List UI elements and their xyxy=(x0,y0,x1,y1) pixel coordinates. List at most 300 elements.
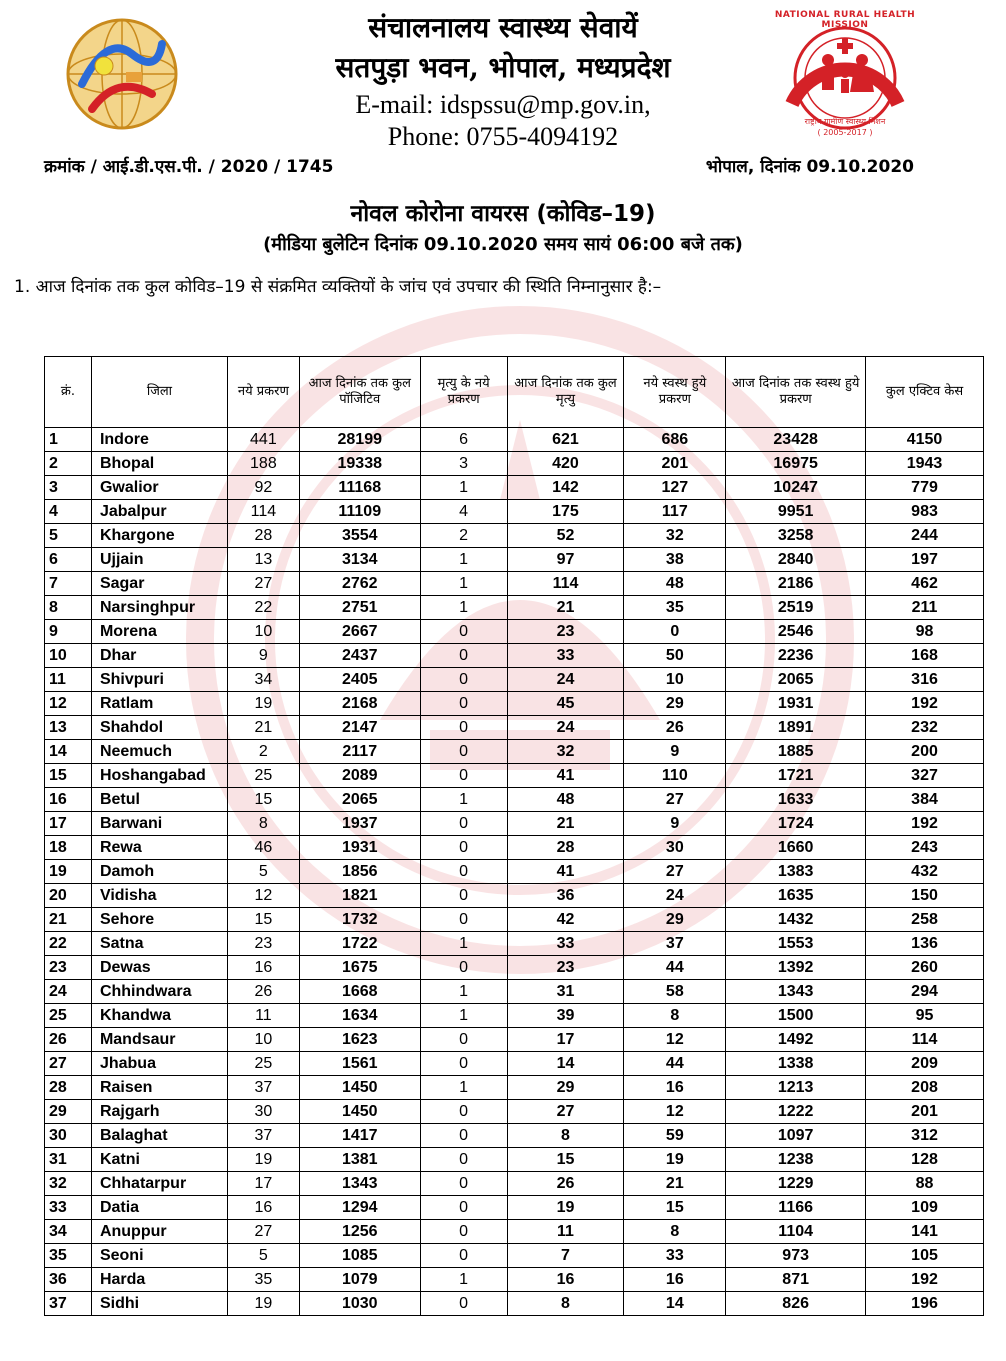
new-cases-cell: 35 xyxy=(227,1268,299,1292)
district-cell: Rajgarh xyxy=(91,1100,227,1124)
total-deaths-cell: 32 xyxy=(507,740,624,764)
new-cases-cell: 10 xyxy=(227,620,299,644)
new-recovered-cell: 15 xyxy=(624,1196,726,1220)
active-cases-cell: 136 xyxy=(866,932,984,956)
active-cases-cell: 208 xyxy=(866,1076,984,1100)
total-deaths-cell: 24 xyxy=(507,716,624,740)
serial-cell: 35 xyxy=(45,1244,92,1268)
new-cases-cell: 19 xyxy=(227,1292,299,1316)
total-positive-cell: 1732 xyxy=(299,908,420,932)
total-recovered-cell: 1104 xyxy=(726,1220,866,1244)
total-deaths-cell: 17 xyxy=(507,1028,624,1052)
table-row xyxy=(45,596,984,620)
active-cases-cell: 192 xyxy=(866,692,984,716)
new-deaths-cell: 4 xyxy=(420,500,507,524)
serial-cell: 32 xyxy=(45,1172,92,1196)
total-recovered-cell: 1213 xyxy=(726,1076,866,1100)
table-row xyxy=(45,740,984,764)
total-positive-cell: 1561 xyxy=(299,1052,420,1076)
total-positive-cell: 19338 xyxy=(299,452,420,476)
new-recovered-cell: 12 xyxy=(624,1100,726,1124)
new-cases-cell: 37 xyxy=(227,1124,299,1148)
district-cell: Satna xyxy=(91,932,227,956)
total-deaths-cell: 45 xyxy=(507,692,624,716)
total-deaths-cell: 39 xyxy=(507,1004,624,1028)
new-recovered-cell: 16 xyxy=(624,1076,726,1100)
total-positive-cell: 28199 xyxy=(299,428,420,452)
table-row xyxy=(45,1052,984,1076)
new-deaths-cell: 0 xyxy=(420,692,507,716)
directorate-title: संचालनालय स्वास्थ्य सेवायें xyxy=(368,11,638,44)
serial-cell: 12 xyxy=(45,692,92,716)
table-row xyxy=(45,1196,984,1220)
new-recovered-cell: 27 xyxy=(624,788,726,812)
total-positive-cell: 1256 xyxy=(299,1220,420,1244)
active-cases-cell: 294 xyxy=(866,980,984,1004)
table-row xyxy=(45,620,984,644)
serial-cell: 6 xyxy=(45,548,92,572)
district-cell: Shahdol xyxy=(91,716,227,740)
total-deaths-cell: 42 xyxy=(507,908,624,932)
district-cell: Jhabua xyxy=(91,1052,227,1076)
active-cases-cell: 209 xyxy=(866,1052,984,1076)
total-deaths-cell: 27 xyxy=(507,1100,624,1124)
total-recovered-cell: 1343 xyxy=(726,980,866,1004)
new-cases-cell: 114 xyxy=(227,500,299,524)
district-cell: Khargone xyxy=(91,524,227,548)
header-new-cases: नये प्रकरण xyxy=(227,357,299,428)
new-recovered-cell: 19 xyxy=(624,1148,726,1172)
new-cases-cell: 25 xyxy=(227,1052,299,1076)
total-positive-cell: 1450 xyxy=(299,1100,420,1124)
new-recovered-cell: 21 xyxy=(624,1172,726,1196)
table-row xyxy=(45,812,984,836)
new-deaths-cell: 3 xyxy=(420,452,507,476)
serial-cell: 18 xyxy=(45,836,92,860)
email-line: E-mail: idspssu@mp.gov.in, xyxy=(355,90,651,119)
new-cases-cell: 30 xyxy=(227,1100,299,1124)
total-recovered-cell: 1931 xyxy=(726,692,866,716)
header-district: जिला xyxy=(91,357,227,428)
table-row xyxy=(45,1076,984,1100)
new-recovered-cell: 59 xyxy=(624,1124,726,1148)
total-recovered-cell: 1724 xyxy=(726,812,866,836)
new-recovered-cell: 14 xyxy=(624,1292,726,1316)
new-cases-cell: 188 xyxy=(227,452,299,476)
district-cell: Ratlam xyxy=(91,692,227,716)
serial-cell: 1 xyxy=(45,428,92,452)
serial-cell: 26 xyxy=(45,1028,92,1052)
district-cell: Rewa xyxy=(91,836,227,860)
new-deaths-cell: 0 xyxy=(420,1292,507,1316)
new-cases-cell: 10 xyxy=(227,1028,299,1052)
total-deaths-cell: 21 xyxy=(507,596,624,620)
new-deaths-cell: 0 xyxy=(420,1028,507,1052)
serial-cell: 4 xyxy=(45,500,92,524)
new-deaths-cell: 1 xyxy=(420,548,507,572)
active-cases-cell: 201 xyxy=(866,1100,984,1124)
new-recovered-cell: 201 xyxy=(624,452,726,476)
new-cases-cell: 5 xyxy=(227,1244,299,1268)
active-cases-cell: 109 xyxy=(866,1196,984,1220)
district-cell: Chhindwara xyxy=(91,980,227,1004)
active-cases-cell: 327 xyxy=(866,764,984,788)
total-deaths-cell: 11 xyxy=(507,1220,624,1244)
serial-cell: 33 xyxy=(45,1196,92,1220)
new-cases-cell: 25 xyxy=(227,764,299,788)
new-recovered-cell: 12 xyxy=(624,1028,726,1052)
total-deaths-cell: 26 xyxy=(507,1172,624,1196)
total-deaths-cell: 21 xyxy=(507,812,624,836)
table-row xyxy=(45,1268,984,1292)
total-positive-cell: 1675 xyxy=(299,956,420,980)
total-positive-cell: 2437 xyxy=(299,644,420,668)
total-positive-cell: 1085 xyxy=(299,1244,420,1268)
district-cell: Balaghat xyxy=(91,1124,227,1148)
total-positive-cell: 1030 xyxy=(299,1292,420,1316)
total-recovered-cell: 1229 xyxy=(726,1172,866,1196)
table-row xyxy=(45,1172,984,1196)
total-recovered-cell: 1553 xyxy=(726,932,866,956)
active-cases-cell: 232 xyxy=(866,716,984,740)
new-deaths-cell: 0 xyxy=(420,1172,507,1196)
active-cases-cell: 192 xyxy=(866,1268,984,1292)
table-row xyxy=(45,1244,984,1268)
total-positive-cell: 2089 xyxy=(299,764,420,788)
new-cases-cell: 5 xyxy=(227,860,299,884)
total-positive-cell: 1623 xyxy=(299,1028,420,1052)
total-positive-cell: 1931 xyxy=(299,836,420,860)
total-deaths-cell: 14 xyxy=(507,1052,624,1076)
new-recovered-cell: 32 xyxy=(624,524,726,548)
total-recovered-cell: 1097 xyxy=(726,1124,866,1148)
active-cases-cell: 312 xyxy=(866,1124,984,1148)
total-deaths-cell: 420 xyxy=(507,452,624,476)
total-positive-cell: 2065 xyxy=(299,788,420,812)
new-recovered-cell: 8 xyxy=(624,1220,726,1244)
total-deaths-cell: 24 xyxy=(507,668,624,692)
active-cases-cell: 244 xyxy=(866,524,984,548)
serial-cell: 11 xyxy=(45,668,92,692)
new-deaths-cell: 0 xyxy=(420,884,507,908)
table-row xyxy=(45,1220,984,1244)
total-positive-cell: 1294 xyxy=(299,1196,420,1220)
total-deaths-cell: 16 xyxy=(507,1268,624,1292)
new-deaths-cell: 0 xyxy=(420,812,507,836)
total-recovered-cell: 9951 xyxy=(726,500,866,524)
new-deaths-cell: 0 xyxy=(420,860,507,884)
new-recovered-cell: 35 xyxy=(624,596,726,620)
new-cases-cell: 28 xyxy=(227,524,299,548)
new-recovered-cell: 16 xyxy=(624,1268,726,1292)
new-cases-cell: 2 xyxy=(227,740,299,764)
total-positive-cell: 1937 xyxy=(299,812,420,836)
new-recovered-cell: 24 xyxy=(624,884,726,908)
total-positive-cell: 2751 xyxy=(299,596,420,620)
total-deaths-cell: 19 xyxy=(507,1196,624,1220)
new-deaths-cell: 0 xyxy=(420,1100,507,1124)
total-positive-cell: 2117 xyxy=(299,740,420,764)
total-positive-cell: 2667 xyxy=(299,620,420,644)
active-cases-cell: 105 xyxy=(866,1244,984,1268)
serial-cell: 34 xyxy=(45,1220,92,1244)
total-deaths-cell: 142 xyxy=(507,476,624,500)
new-deaths-cell: 0 xyxy=(420,668,507,692)
serial-cell: 2 xyxy=(45,452,92,476)
new-deaths-cell: 0 xyxy=(420,836,507,860)
district-cell: Sidhi xyxy=(91,1292,227,1316)
district-cell: Datia xyxy=(91,1196,227,1220)
nrhm-english-text: NATIONAL RURAL HEALTH MISSION xyxy=(774,10,916,30)
new-recovered-cell: 10 xyxy=(624,668,726,692)
total-deaths-cell: 52 xyxy=(507,524,624,548)
district-cell: Harda xyxy=(91,1268,227,1292)
total-deaths-cell: 36 xyxy=(507,884,624,908)
new-cases-cell: 27 xyxy=(227,572,299,596)
active-cases-cell: 168 xyxy=(866,644,984,668)
total-positive-cell: 1450 xyxy=(299,1076,420,1100)
district-cell: Khandwa xyxy=(91,1004,227,1028)
new-deaths-cell: 0 xyxy=(420,1124,507,1148)
total-deaths-cell: 41 xyxy=(507,860,624,884)
total-recovered-cell: 1891 xyxy=(726,716,866,740)
new-deaths-cell: 1 xyxy=(420,788,507,812)
district-cell: Vidisha xyxy=(91,884,227,908)
serial-cell: 5 xyxy=(45,524,92,548)
new-deaths-cell: 0 xyxy=(420,620,507,644)
total-positive-cell: 3554 xyxy=(299,524,420,548)
total-deaths-cell: 114 xyxy=(507,572,624,596)
table-row xyxy=(45,860,984,884)
active-cases-cell: 196 xyxy=(866,1292,984,1316)
table-row xyxy=(45,956,984,980)
new-recovered-cell: 44 xyxy=(624,1052,726,1076)
active-cases-cell: 192 xyxy=(866,812,984,836)
serial-cell: 24 xyxy=(45,980,92,1004)
total-positive-cell: 11168 xyxy=(299,476,420,500)
total-deaths-cell: 33 xyxy=(507,932,624,956)
total-positive-cell: 1417 xyxy=(299,1124,420,1148)
total-positive-cell: 2405 xyxy=(299,668,420,692)
total-recovered-cell: 1885 xyxy=(726,740,866,764)
active-cases-cell: 197 xyxy=(866,548,984,572)
table-row xyxy=(45,452,984,476)
district-covid-table xyxy=(44,356,984,1316)
serial-cell: 28 xyxy=(45,1076,92,1100)
serial-cell: 15 xyxy=(45,764,92,788)
district-cell: Betul xyxy=(91,788,227,812)
district-cell: Ujjain xyxy=(91,548,227,572)
table-row xyxy=(45,1148,984,1172)
table-row xyxy=(45,572,984,596)
new-recovered-cell: 110 xyxy=(624,764,726,788)
new-recovered-cell: 0 xyxy=(624,620,726,644)
serial-cell: 23 xyxy=(45,956,92,980)
new-cases-cell: 9 xyxy=(227,644,299,668)
table-row xyxy=(45,1124,984,1148)
total-recovered-cell: 1166 xyxy=(726,1196,866,1220)
total-positive-cell: 2147 xyxy=(299,716,420,740)
district-cell: Barwani xyxy=(91,812,227,836)
total-deaths-cell: 621 xyxy=(507,428,624,452)
new-cases-cell: 19 xyxy=(227,692,299,716)
total-recovered-cell: 2519 xyxy=(726,596,866,620)
total-recovered-cell: 1238 xyxy=(726,1148,866,1172)
total-positive-cell: 1079 xyxy=(299,1268,420,1292)
total-positive-cell: 1381 xyxy=(299,1148,420,1172)
table-row xyxy=(45,932,984,956)
new-deaths-cell: 0 xyxy=(420,1220,507,1244)
new-deaths-cell: 0 xyxy=(420,740,507,764)
new-recovered-cell: 38 xyxy=(624,548,726,572)
directorate-address: सतपुड़ा भवन, भोपाल, मध्यप्रदेश xyxy=(335,51,671,84)
district-cell: Dewas xyxy=(91,956,227,980)
district-cell: Bhopal xyxy=(91,452,227,476)
total-positive-cell: 1668 xyxy=(299,980,420,1004)
active-cases-cell: 211 xyxy=(866,596,984,620)
table-row xyxy=(45,644,984,668)
table-row xyxy=(45,500,984,524)
bulletin-intro: 1. आज दिनांक तक कुल कोविड–19 से संक्रमित व्यक्तियों के जांच एवं उपचार की स्थिति निम्नानुसार है:– xyxy=(14,277,662,297)
new-cases-cell: 15 xyxy=(227,908,299,932)
total-positive-cell: 1821 xyxy=(299,884,420,908)
serial-cell: 25 xyxy=(45,1004,92,1028)
table-row xyxy=(45,1292,984,1316)
new-cases-cell: 26 xyxy=(227,980,299,1004)
serial-cell: 37 xyxy=(45,1292,92,1316)
new-recovered-cell: 29 xyxy=(624,908,726,932)
district-cell: Katni xyxy=(91,1148,227,1172)
serial-cell: 36 xyxy=(45,1268,92,1292)
serial-cell: 10 xyxy=(45,644,92,668)
total-recovered-cell: 973 xyxy=(726,1244,866,1268)
active-cases-cell: 88 xyxy=(866,1172,984,1196)
table-row xyxy=(45,692,984,716)
total-deaths-cell: 48 xyxy=(507,788,624,812)
new-cases-cell: 8 xyxy=(227,812,299,836)
new-deaths-cell: 0 xyxy=(420,1196,507,1220)
serial-cell: 13 xyxy=(45,716,92,740)
new-recovered-cell: 33 xyxy=(624,1244,726,1268)
district-cell: Sagar xyxy=(91,572,227,596)
total-positive-cell: 11109 xyxy=(299,500,420,524)
serial-cell: 21 xyxy=(45,908,92,932)
district-cell: Anuppur xyxy=(91,1220,227,1244)
table-row xyxy=(45,548,984,572)
total-recovered-cell: 1392 xyxy=(726,956,866,980)
district-cell: Jabalpur xyxy=(91,500,227,524)
total-recovered-cell: 1635 xyxy=(726,884,866,908)
total-positive-cell: 1634 xyxy=(299,1004,420,1028)
total-positive-cell: 1343 xyxy=(299,1172,420,1196)
total-deaths-cell: 23 xyxy=(507,956,624,980)
new-cases-cell: 21 xyxy=(227,716,299,740)
table-row xyxy=(45,884,984,908)
table-row xyxy=(45,716,984,740)
district-cell: Indore xyxy=(91,428,227,452)
total-recovered-cell: 1222 xyxy=(726,1100,866,1124)
table-row xyxy=(45,524,984,548)
bulletin-heading: नोवल कोरोना वायरस (कोविड–19) xyxy=(350,201,656,227)
total-recovered-cell: 23428 xyxy=(726,428,866,452)
serial-cell: 29 xyxy=(45,1100,92,1124)
new-recovered-cell: 27 xyxy=(624,860,726,884)
serial-cell: 16 xyxy=(45,788,92,812)
active-cases-cell: 316 xyxy=(866,668,984,692)
district-cell: Shivpuri xyxy=(91,668,227,692)
new-deaths-cell: 1 xyxy=(420,572,507,596)
table-row xyxy=(45,476,984,500)
header-total-recovered: आज दिनांक तक स्वस्थ हुये प्रकरण xyxy=(726,357,866,428)
new-deaths-cell: 0 xyxy=(420,1244,507,1268)
serial-cell: 7 xyxy=(45,572,92,596)
new-cases-cell: 92 xyxy=(227,476,299,500)
total-deaths-cell: 97 xyxy=(507,548,624,572)
new-deaths-cell: 2 xyxy=(420,524,507,548)
total-deaths-cell: 33 xyxy=(507,644,624,668)
table-row xyxy=(45,1028,984,1052)
total-recovered-cell: 2065 xyxy=(726,668,866,692)
table-row xyxy=(45,836,984,860)
table-header-row xyxy=(45,357,984,428)
new-cases-cell: 27 xyxy=(227,1220,299,1244)
total-deaths-cell: 41 xyxy=(507,764,624,788)
active-cases-cell: 983 xyxy=(866,500,984,524)
total-recovered-cell: 2840 xyxy=(726,548,866,572)
total-recovered-cell: 1500 xyxy=(726,1004,866,1028)
new-cases-cell: 11 xyxy=(227,1004,299,1028)
active-cases-cell: 779 xyxy=(866,476,984,500)
header-new-deaths: मृत्यु के नये प्रकरण xyxy=(420,357,507,428)
total-deaths-cell: 15 xyxy=(507,1148,624,1172)
district-cell: Dhar xyxy=(91,644,227,668)
new-deaths-cell: 1 xyxy=(420,932,507,956)
table-row xyxy=(45,908,984,932)
header-active-cases: कुल एक्टिव केस xyxy=(866,357,984,428)
active-cases-cell: 243 xyxy=(866,836,984,860)
serial-cell: 19 xyxy=(45,860,92,884)
active-cases-cell: 4150 xyxy=(866,428,984,452)
active-cases-cell: 114 xyxy=(866,1028,984,1052)
district-cell: Seoni xyxy=(91,1244,227,1268)
issue-date: भोपाल, दिनांक 09.10.2020 xyxy=(705,157,914,177)
new-cases-cell: 22 xyxy=(227,596,299,620)
total-recovered-cell: 3258 xyxy=(726,524,866,548)
new-recovered-cell: 37 xyxy=(624,932,726,956)
new-deaths-cell: 0 xyxy=(420,1148,507,1172)
active-cases-cell: 462 xyxy=(866,572,984,596)
district-cell: Neemuch xyxy=(91,740,227,764)
total-deaths-cell: 8 xyxy=(507,1292,624,1316)
total-recovered-cell: 1383 xyxy=(726,860,866,884)
bulletin-subheading: (मीडिया बुलेटिन दिनांक 09.10.2020 समय सायं 06:00 बजे तक) xyxy=(263,234,743,255)
new-cases-cell: 16 xyxy=(227,1196,299,1220)
total-positive-cell: 1722 xyxy=(299,932,420,956)
serial-cell: 27 xyxy=(45,1052,92,1076)
total-recovered-cell: 2236 xyxy=(726,644,866,668)
new-cases-cell: 15 xyxy=(227,788,299,812)
new-deaths-cell: 1 xyxy=(420,476,507,500)
table-row xyxy=(45,1100,984,1124)
reference-number: क्रमांक / आई.डी.एस.पी. / 2020 / 1745 xyxy=(44,157,334,177)
total-deaths-cell: 23 xyxy=(507,620,624,644)
new-recovered-cell: 9 xyxy=(624,740,726,764)
nrhm-hindi-text: राष्ट्रीय ग्रामीण स्वास्थ्य मिशन xyxy=(804,117,886,126)
new-recovered-cell: 48 xyxy=(624,572,726,596)
new-cases-cell: 34 xyxy=(227,668,299,692)
active-cases-cell: 150 xyxy=(866,884,984,908)
new-cases-cell: 46 xyxy=(227,836,299,860)
